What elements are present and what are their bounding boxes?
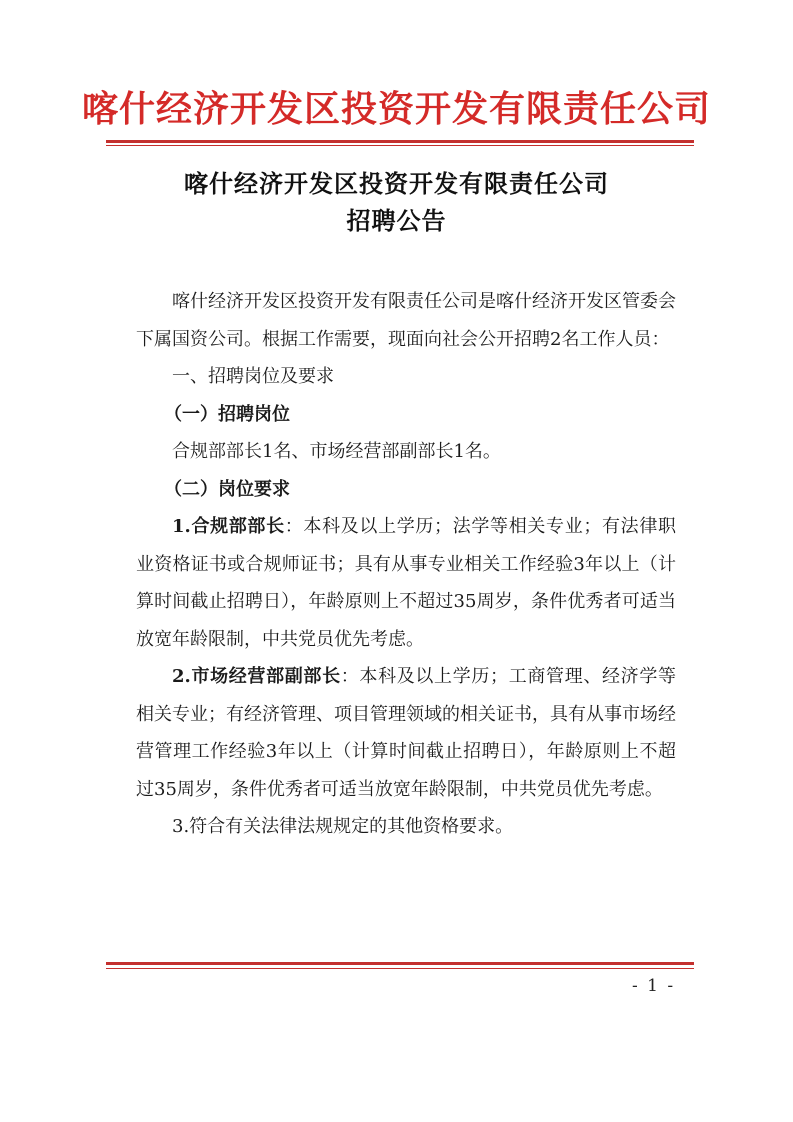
letterhead-org-name: 喀什经济开发区投资开发有限责任公司 (81, 89, 711, 130)
subsection-heading-positions: （一）招聘岗位 (164, 403, 290, 425)
intro-paragraph: 喀什经济开发区投资开发有限责任公司是喀什经济开发区管委会下属国资公司。根据工作需要，现面向社会公开招聘2名工作人员： (136, 291, 676, 350)
letterhead-rule-thin (106, 145, 694, 146)
requirement-2 (136, 658, 676, 808)
requirement-1 (136, 508, 676, 658)
document-title-line2: 招聘公告 (346, 207, 447, 235)
requirement-2-text: ：本科及以上学历；工商管理、经济学等相关专业；有经济管理、项目管理领域的相关证书，具有从事市场经营管理工作经验3年以上（计算时间截止招聘日），年龄原则上不超过35周岁，条件优秀者可适当放宽年龄限制，中共党员优先考虑。 (136, 666, 676, 800)
document-body (136, 283, 676, 846)
requirement-3: 3.符合有关法律法规规定的其他资格要求。 (172, 816, 514, 837)
document-title-line1: 喀什经济开发区投资开发有限责任公司 (184, 170, 609, 198)
requirement-2-label: 2.市场经营部副部长 (172, 666, 341, 687)
positions-paragraph: 合规部部长1名、市场经营部副部长1名。 (172, 441, 501, 462)
letterhead-rule-thick (106, 140, 694, 143)
requirement-1-label: 1.合规部部长 (172, 516, 285, 537)
subsection-heading-requirements: （二）岗位要求 (164, 478, 290, 500)
requirement-1-text: ：本科及以上学历；法学等相关专业；有法律职业资格证书或合规师证书；具有从事专业相关工作经验3年以上（计算时间截止招聘日），年龄原则上不超过35周岁，条件优秀者可适当放宽年龄限制，中共党员优先考虑。 (136, 516, 676, 650)
section-heading-1: 一、招聘岗位及要求 (172, 366, 334, 387)
page-number: - 1 - (632, 976, 676, 996)
footer-rule-thick (106, 962, 694, 965)
footer-rule-thin (106, 968, 694, 969)
